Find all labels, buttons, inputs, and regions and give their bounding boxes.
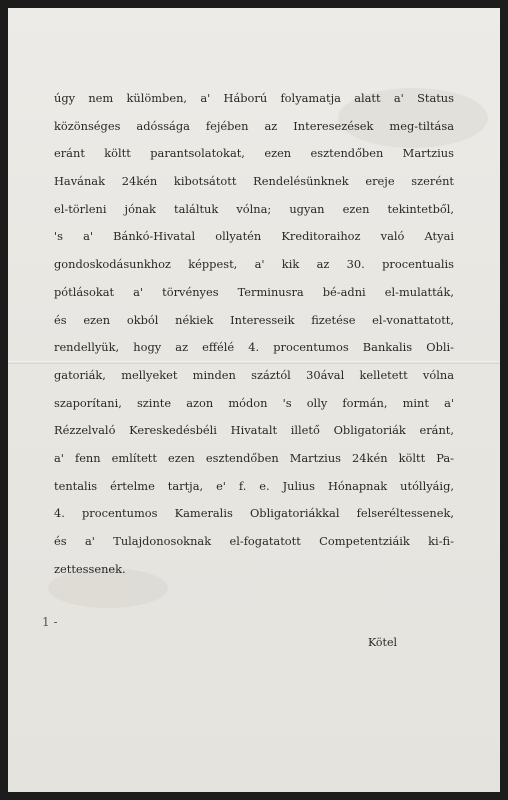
text-line: pótlásokat a' törvényes Terminusra bé-adni el-mulatták, [54,284,454,299]
text-line: gatoriák, mellyeket minden száztól 30ával kelletett vólna [54,367,454,382]
text-line: gondoskodásunkhoz képpest, a' kik az 30. procentualis [54,257,454,272]
text-line: 4. procentumos Kameralis Obligatoriákkal felseréltessenek, [54,506,454,521]
text-line: el-törleni jónak találtuk vólna; ugyan ezen tekintetből, [54,201,454,216]
text-line: a' fenn említett ezen esztendőben Martzius 24kén költt Pa- [54,450,454,465]
paper-page [8,8,500,792]
catchword: Kötel [368,636,397,649]
text-line: és ezen okból nékiek Interesseik fizetése el-vonattatott, [54,312,454,327]
text-line: közönséges adóssága fejében az Interesezések meg-tiltása [54,118,454,133]
text-line: tentalis értelme tartja, e' f. e. Julius Hónapnak utóllyáig, [54,478,454,493]
text-line: 's a' Bánkó-Hivatal ollyatén Kreditoraihoz való Atyai [54,229,454,244]
text-line: úgy nem külömben, a' Háború folyamatja alatt a' Status [54,91,454,105]
text-line: szaporítani, szinte azon módon 's olly formán, mint a' [54,395,454,410]
text-line: eránt költt parantsolatokat, ezen esztendőben Martzius [54,146,454,161]
document-body [54,85,454,583]
text-line: és a' Tulajdonosoknak el-fogatatott Competentziáik ki-fi- [54,534,454,548]
text-line: rendellyük, hogy az effélé 4. procentumos Bankalis Obli- [54,340,454,355]
text-line: zettessenek. [54,561,126,576]
text-line: Rézzelvaló Kereskedésbéli Hivatalt illető Obligatoriák eránt, [54,423,454,438]
margin-mark: 1 - [42,615,58,629]
text-line: Havának 24kén kibotsátott Rendelésünknek ereje szerént [54,174,454,189]
